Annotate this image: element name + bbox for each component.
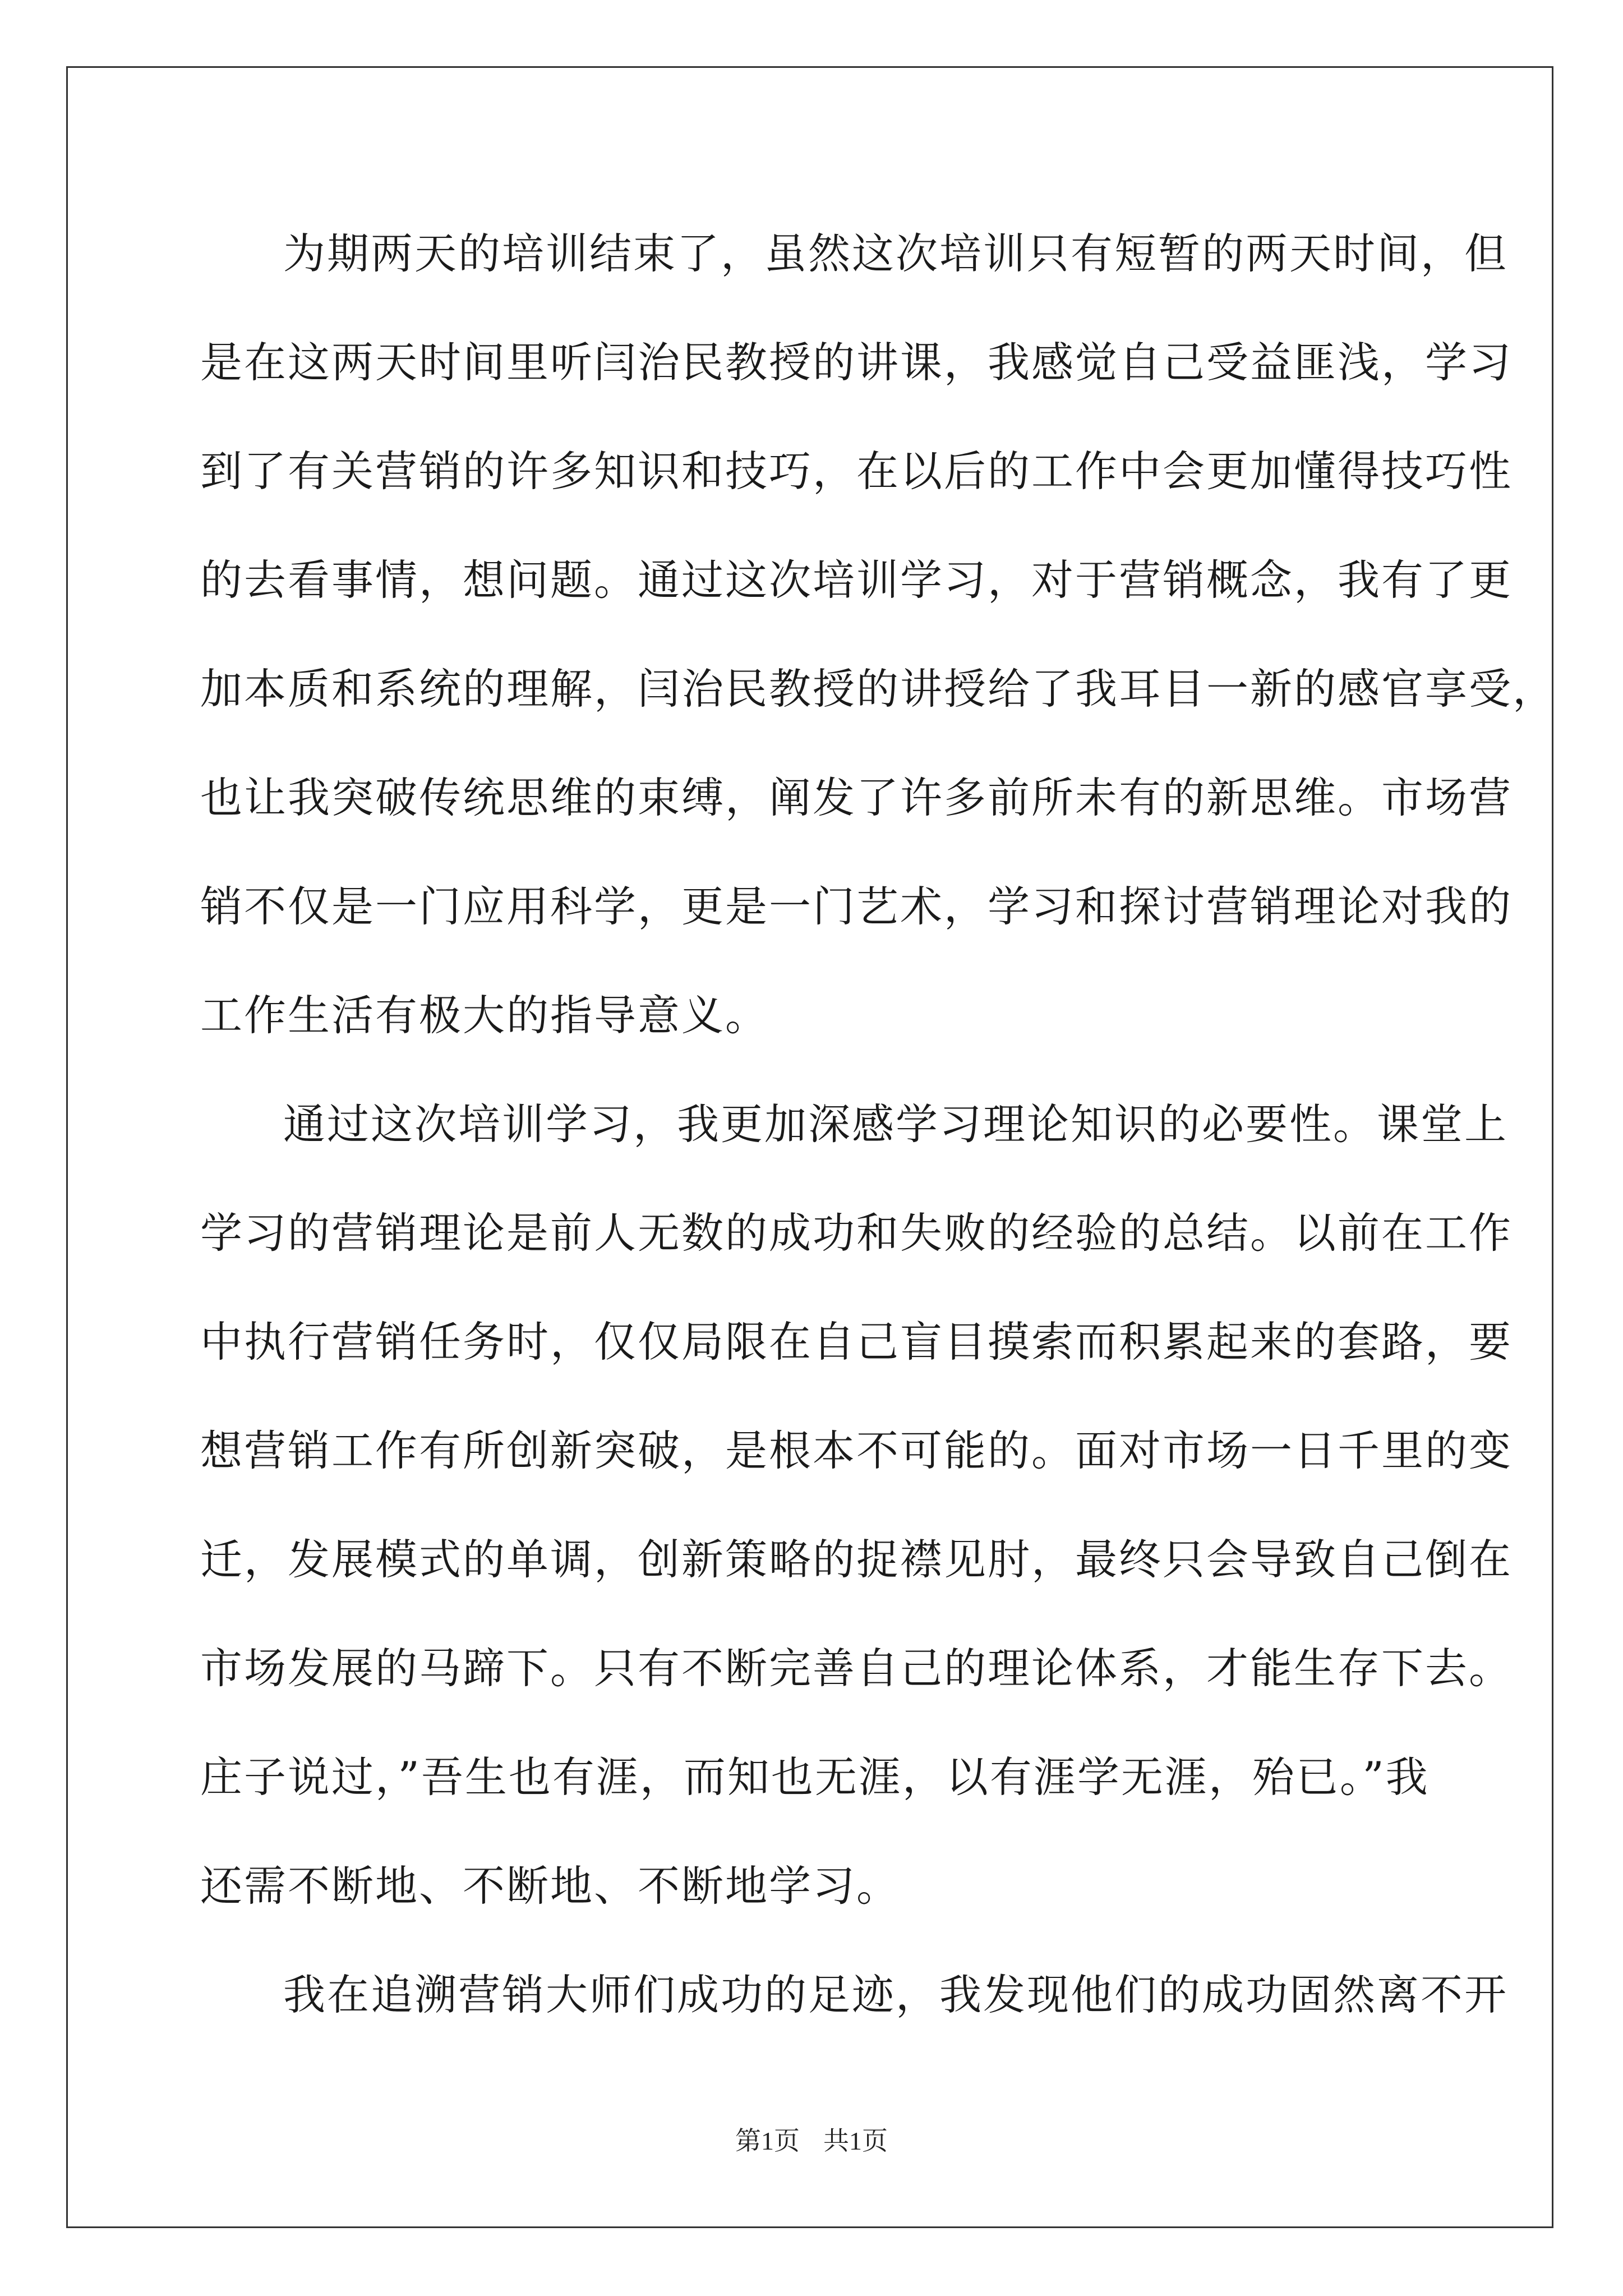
page-number: 第1页 [735, 2127, 800, 2155]
paragraph-3-line: 我在追溯营销大师们成功的足迹，我发现他们的成功固然离不开 [283, 1970, 1509, 2019]
paragraph-2-line: 想营销工作有所创新突破，是根本不可能的。面对市场一日千里的变 [200, 1426, 1513, 1475]
paragraph-1-line: 销不仅是一门应用科学，更是一门艺术，学习和探讨营销理论对我的 [200, 882, 1513, 931]
paragraph-2-line: 还需不断地、不断地、不断地学习。 [200, 1861, 901, 1911]
paragraph-1-line: 为期两天的培训结束了，虽然这次培训只有短暂的两天时间，但 [283, 229, 1509, 278]
paragraph-2-line: 市场发展的马蹄下。只有不断完善自己的理论体系，才能生存下去。 [200, 1644, 1513, 1693]
paragraph-2-line: 中执行营销任务时，仅仅局限在自己盲目摸索而积累起来的套路，要 [200, 1317, 1513, 1366]
paragraph-2-line: 庄子说过，”吾生也有涯，而知也无涯，以有涯学无涯，殆已。”我 [200, 1752, 1430, 1802]
paragraph-1-line: 也让我突破传统思维的束缚，阐发了许多前所未有的新思维。市场营 [200, 773, 1513, 822]
paragraph-2-line: 学习的营销理论是前人无数的成功和失败的经验的总结。以前在工作 [200, 1208, 1513, 1258]
paragraph-1-line: 是在这两天时间里听闫治民教授的讲课，我感觉自己受益匪浅，学习 [200, 338, 1513, 387]
paragraph-1-line: 到了有关营销的许多知识和技巧，在以后的工作中会更加懂得技巧性 [200, 447, 1513, 496]
paragraph-1-line: 工作生活有极大的指导意义。 [200, 991, 769, 1040]
paragraph-1-line: 的去看事情，想问题。通过这次培训学习，对于营销概念，我有了更 [200, 555, 1513, 605]
document-body [200, 199, 1557, 2049]
page-footer [0, 2120, 1623, 2157]
paragraph-2-line: 通过这次培训学习，我更加深感学习理论知识的必要性。课堂上 [283, 1099, 1509, 1149]
page-total: 共1页 [823, 2127, 888, 2155]
paragraph-1-line: 加本质和系统的理解，闫治民教授的讲授给了我耳目一新的感官享受， [200, 664, 1557, 714]
paragraph-2-line: 迁，发展模式的单调，创新策略的捉襟见肘，最终只会导致自己倒在 [200, 1535, 1513, 1584]
